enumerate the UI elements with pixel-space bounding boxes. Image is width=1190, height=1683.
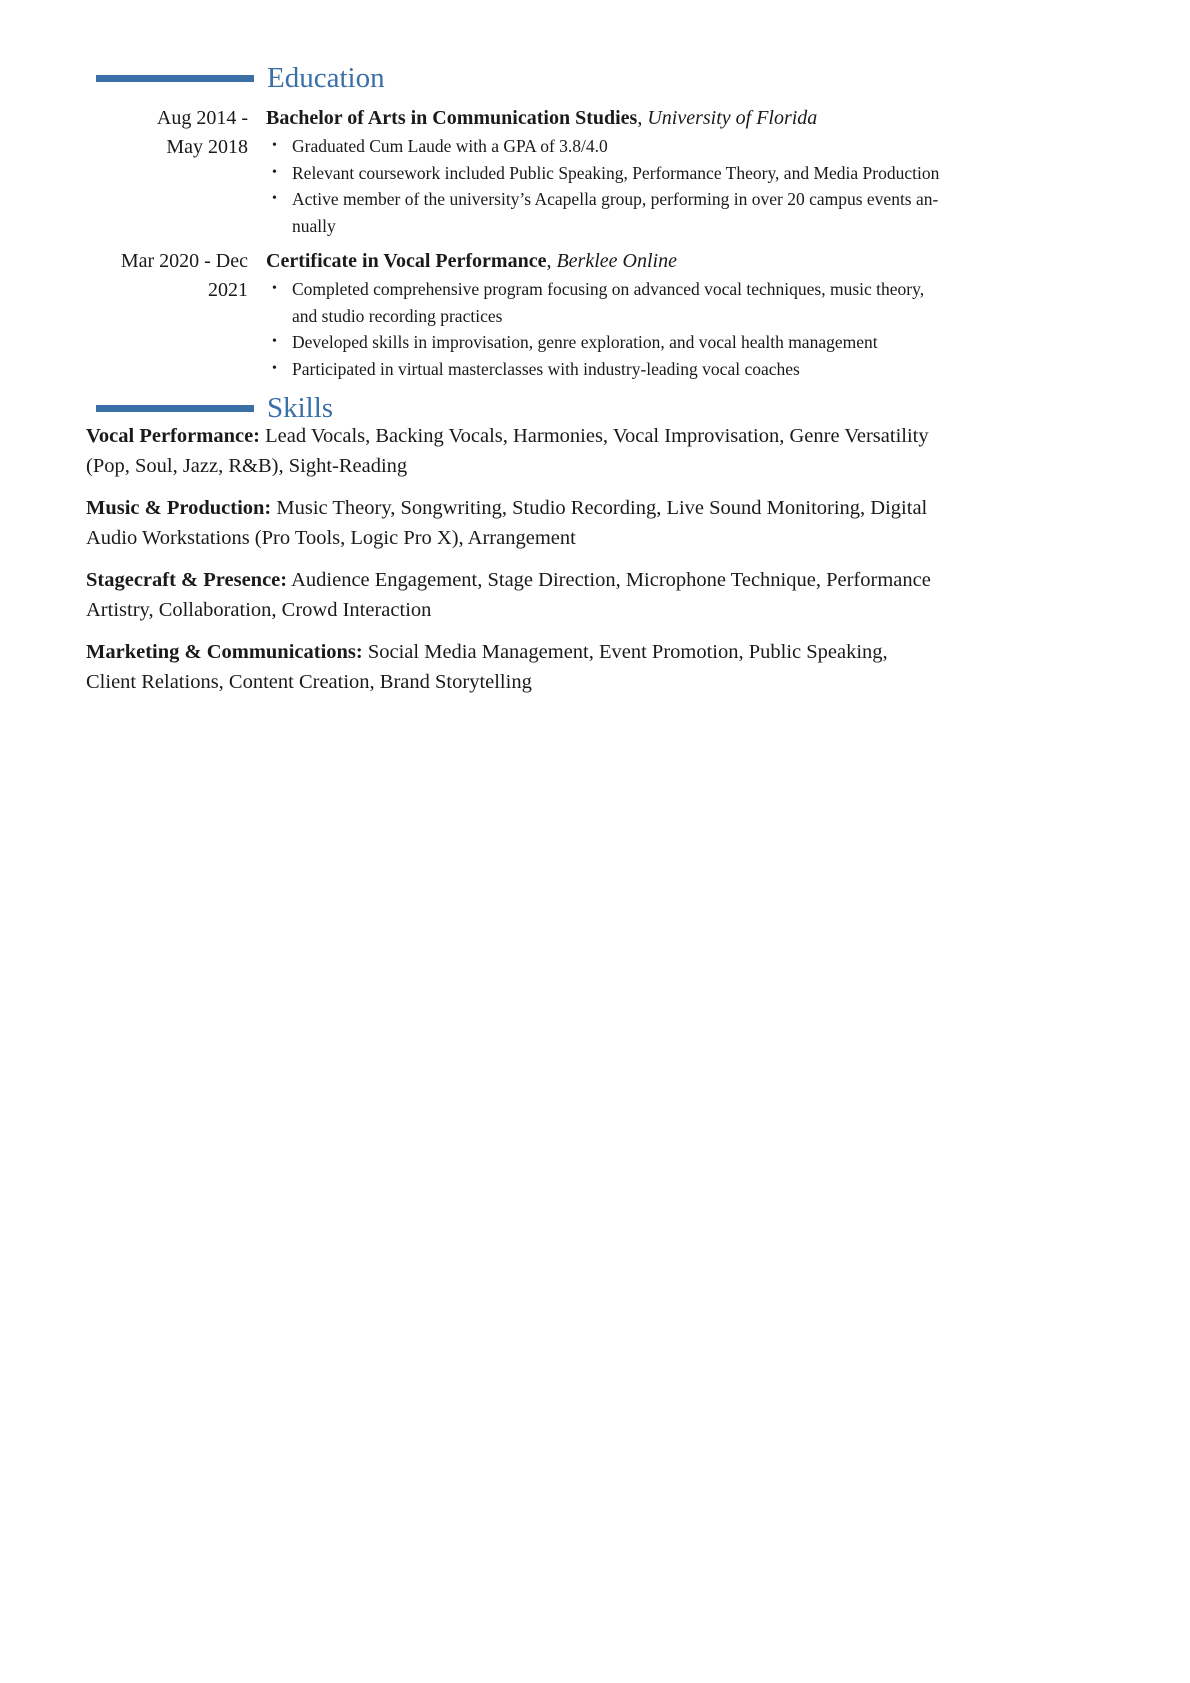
education-date-start: Aug 2014 - [156,107,248,129]
education-date [78,104,248,162]
skill-line [86,422,1106,452]
education-date-start: Mar 2020 - Dec [120,250,248,272]
skill-line-continued: Client Relations, Content Creation, Brand Storytelling [86,670,532,693]
education-heading [96,60,1096,100]
degree-separator: , [546,250,557,272]
skill-line-continued: Artistry, Collaboration, Crowd Interaction [86,598,432,621]
bullet-text: Completed comprehensive program focusing on advanced vocal techniques, music theory, [292,279,925,299]
skill-line [86,566,1106,596]
bullet-dot-icon: • [272,360,277,376]
bullet-item-continued [266,303,1106,330]
education-header [266,104,1106,133]
skill-line-continued: (Pop, Soul, Jazz, R&B), Sight-Reading [86,454,408,477]
skill-item [86,422,1106,481]
bullet-text: Relevant coursework included Public Speaking, Performance Theory, and Media Production [292,162,940,183]
degree-separator: , [637,107,648,129]
skill-line [86,494,1106,524]
skill-line [86,638,1106,668]
bullet-text: and studio recording practices [292,305,503,326]
skill-line-continued: Audio Workstations (Pro Tools, Logic Pro X), Arrangement [86,526,576,549]
bullet-item [266,329,1106,356]
skill-category: Marketing & Communications: [86,641,363,663]
bullet-dot-icon: • [272,281,277,296]
bullet-item [266,160,1106,187]
skill-item [86,638,1106,697]
institution-name: University of Florida [647,107,818,129]
education-date [78,247,248,305]
bullet-item-continued [266,213,1106,240]
bullet-item [266,356,1106,383]
bullet-text: Participated in virtual masterclasses with industry-leading vocal coaches [292,358,800,379]
education-heading-bar [96,75,254,82]
skill-category: Vocal Performance: [86,425,260,447]
bullet-text: Active member of the university’s Acapella group, performing in over 20 campus events an- [292,189,939,209]
skill-item [86,566,1106,625]
skill-category: Music & Production: [86,497,272,519]
education-header [266,247,1106,276]
education-details [266,247,1106,382]
skill-item [86,494,1106,553]
bullet-dot-icon: • [272,164,277,180]
bullet-item [266,276,1106,303]
skill-values: Social Media Management, Event Promotion, Public Speaking, [362,641,888,663]
bullet-text: Graduated Cum Laude with a GPA of 3.8/4.0 [292,136,608,156]
education-date-end: 2021 [208,279,248,301]
bullet-item [266,133,1106,160]
bullet-dot-icon: • [272,138,277,153]
skills-list [86,422,1106,710]
education-details [266,104,1106,239]
skills-heading-bar [96,405,254,412]
education-title: Education [267,62,385,94]
bullet-text: Developed skills in improvisation, genre exploration, and vocal health management [292,332,878,352]
education-bullet-list [266,133,1106,239]
bullet-item [266,186,1106,213]
education-date-end: May 2018 [166,136,248,158]
institution-name: Berklee Online [556,250,677,272]
degree-name: Bachelor of Arts in Communication Studies [266,107,638,129]
skill-category: Stagecraft & Presence: [86,569,288,591]
degree-name: Certificate in Vocal Performance [266,250,547,272]
skill-values: Music Theory, Songwriting, Studio Recording, Live Sound Monitoring, Digital [271,497,928,519]
bullet-dot-icon: • [272,334,277,349]
bullet-dot-icon: • [272,191,277,206]
skill-values: Lead Vocals, Backing Vocals, Harmonies, Vocal Improvisation, Genre Versatility [260,425,929,447]
skills-title: Skills [267,392,334,424]
skill-values: Audience Engagement, Stage Direction, Microphone Technique, Performance [287,569,931,591]
education-bullet-list [266,276,1106,382]
bullet-text: nually [292,215,336,236]
